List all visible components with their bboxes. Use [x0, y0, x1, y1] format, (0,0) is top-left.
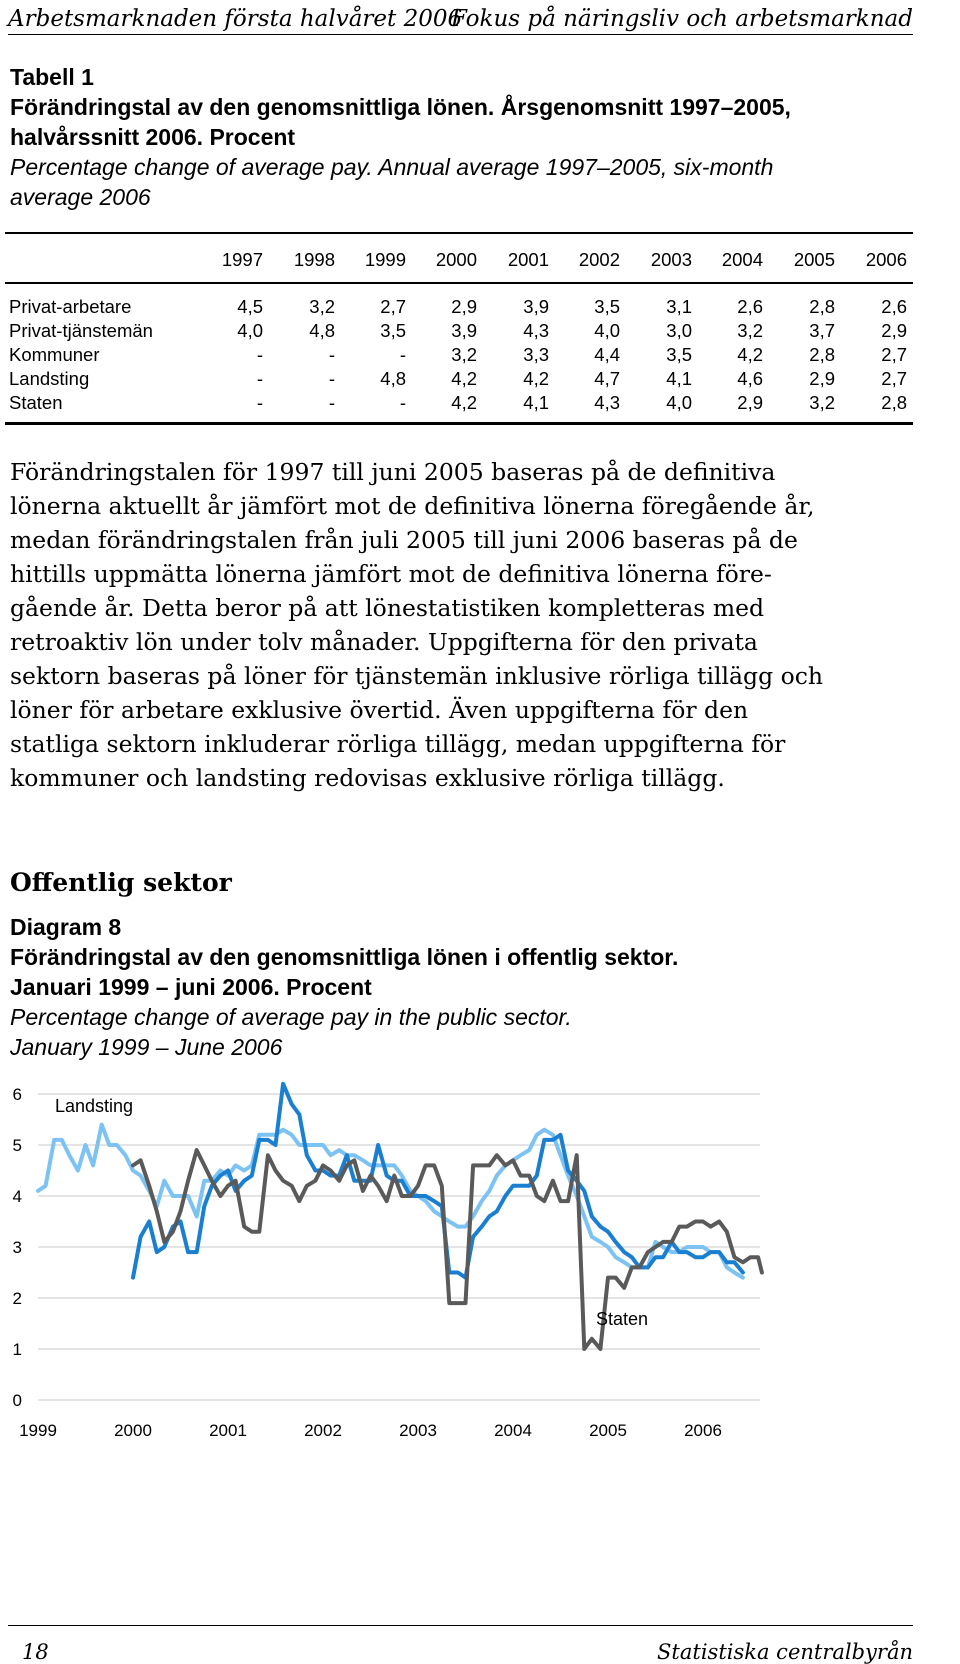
table-cell: 3,0 [666, 320, 692, 341]
diagram-caption [10, 912, 910, 1062]
table-cell: 4,8 [380, 368, 406, 389]
body-line: statliga sektorn inkluderar rörliga tillägg, medan uppgifterna för [10, 730, 786, 758]
column-header: 1999 [364, 249, 406, 270]
x-tick-label: 2001 [209, 1421, 247, 1440]
y-tick-label: 2 [12, 1289, 22, 1308]
header-title: Arbetsmarknaden första halvåret 2006 [8, 6, 463, 32]
table-cell: 2,9 [737, 392, 763, 413]
table-cell: 2,8 [809, 296, 835, 317]
table-cell: 2,6 [881, 296, 907, 317]
body-line: kommuner och landsting redovisas exklusive rörliga tillägg. [10, 764, 725, 792]
table-row [5, 294, 913, 318]
table-cell: - [328, 344, 335, 365]
table-cell: - [256, 392, 263, 413]
body-line: Förändringstalen för 1997 till juni 2005 baseras på de definitiva [10, 458, 776, 486]
table-cell: 3,3 [523, 344, 549, 365]
x-tick-label: 2003 [399, 1421, 437, 1440]
row-label: Staten [9, 392, 63, 413]
table-row [5, 342, 913, 366]
table-cell: 3,7 [809, 320, 835, 341]
body-line: sektorn baseras på löner för tjänstemän inklusive rörliga tillägg och [10, 662, 824, 690]
table-cell: 3,5 [594, 296, 620, 317]
diagram-title-en-line1: Percentage change of average pay in the public sector. [10, 1004, 572, 1030]
table-cell: 4,0 [594, 320, 620, 341]
table-cell: 2,8 [809, 344, 835, 365]
table-cell: 4,2 [523, 368, 549, 389]
y-tick-label: 5 [12, 1136, 22, 1155]
series-annotation [292, 1080, 380, 1081]
public-sector-pay-chart [0, 1080, 960, 1580]
y-tick-label: 1 [12, 1340, 22, 1359]
publisher-name: Statistiska centralbyrån [657, 1640, 913, 1664]
column-header: 2000 [435, 249, 477, 270]
table-cell: 4,8 [309, 320, 335, 341]
table-row [5, 366, 913, 390]
x-tick-label: 2004 [494, 1421, 532, 1440]
row-label: Kommuner [9, 344, 100, 365]
row-label: Privat-tjänstemän [9, 320, 153, 341]
table-cell: 2,6 [737, 296, 763, 317]
y-tick-label: 3 [12, 1238, 22, 1257]
body-line: hittills uppmätta lönerna jämfört mot de definitiva lönerna före- [10, 560, 772, 588]
diagram-title-sv-line1: Förändringstal av den genomsnittliga lönen i offentlig sektor. [10, 944, 679, 970]
table-cell: 4,6 [737, 368, 763, 389]
column-header: 2006 [865, 249, 907, 270]
running-footer [8, 1625, 913, 1664]
table-cell: 2,9 [451, 296, 477, 317]
table-cell: - [399, 392, 406, 413]
table-cell: - [399, 344, 406, 365]
page-number: 18 [22, 1640, 49, 1664]
y-tick-label: 6 [12, 1085, 22, 1104]
column-header: 2002 [578, 249, 620, 270]
table-cell: 4,1 [666, 368, 692, 389]
table-cell: 3,2 [737, 320, 763, 341]
x-tick-label: 2002 [304, 1421, 342, 1440]
table-cell: 2,8 [881, 392, 907, 413]
diagram-title-sv-line2: Januari 1999 – juni 2006. Procent [10, 974, 372, 1000]
body-line: medan förändringstalen från juli 2005 till juni 2006 baseras på de [10, 526, 798, 554]
table-cell: 4,1 [523, 392, 549, 413]
table-cell: 2,9 [809, 368, 835, 389]
table-cell: 2,7 [380, 296, 406, 317]
table-cell: - [328, 368, 335, 389]
pay-change-table [5, 232, 913, 425]
y-tick-label: 4 [12, 1187, 22, 1206]
table-title-sv-line2: halvårssnitt 2006. Procent [10, 124, 296, 150]
table-row [5, 318, 913, 342]
table-cell: 3,5 [380, 320, 406, 341]
column-header: 2003 [650, 249, 692, 270]
header-section: Fokus på näringsliv och arbetsmarknad [450, 6, 913, 32]
table-title-en-line1: Percentage change of average pay. Annual average 1997–2005, six-month [10, 154, 774, 180]
series-line-landsting [38, 1125, 743, 1278]
body-line: lönerna aktuellt år jämfört mot de definitiva lönerna föregående år, [10, 492, 815, 520]
table-cell: 4,7 [594, 368, 620, 389]
x-tick-label: 2006 [684, 1421, 722, 1440]
table-cell: 4,2 [451, 368, 477, 389]
table-cell: 4,3 [594, 392, 620, 413]
table-cell: 2,7 [881, 344, 907, 365]
body-line: gående år. Detta beror på att lönestatistiken kompletteras med [10, 594, 765, 622]
table-cell: 4,0 [666, 392, 692, 413]
table-cell: 4,2 [451, 392, 477, 413]
diagram-title-en-line2: January 1999 – June 2006 [10, 1034, 283, 1060]
column-header: 2001 [507, 249, 549, 270]
table-title-sv-line1: Förändringstal av den genomsnittliga lönen. Årsgenomsnitt 1997–2005, [10, 94, 791, 120]
table-cell: - [256, 344, 263, 365]
table-body [5, 284, 913, 422]
table-cell: 3,5 [666, 344, 692, 365]
row-label: Privat-arbetare [9, 296, 132, 317]
row-label: Landsting [9, 368, 90, 389]
table-cell: 3,2 [809, 392, 835, 413]
table-label: Tabell 1 [10, 64, 94, 90]
table-cell: - [328, 392, 335, 413]
table-header-row [5, 234, 913, 284]
table-cell: 4,0 [237, 320, 263, 341]
column-header: 2004 [721, 249, 763, 270]
table-cell: 3,2 [309, 296, 335, 317]
table-cell: 3,2 [451, 344, 477, 365]
table-cell: 4,5 [237, 296, 263, 317]
body-line: löner för arbetare exklusive övertid. Även uppgifterna för den [10, 696, 749, 724]
table-caption [10, 62, 910, 212]
table-cell: 2,9 [881, 320, 907, 341]
table-cell: 3,9 [523, 296, 549, 317]
table-cell: - [256, 368, 263, 389]
body-line: retroaktiv lön under tolv månader. Uppgifterna för den privata [10, 628, 758, 656]
body-paragraph [10, 455, 910, 795]
y-tick-label: 0 [12, 1391, 22, 1410]
section-heading: Offentlig sektor [10, 868, 232, 897]
table-cell: 2,7 [881, 368, 907, 389]
series-annotation: Landsting [55, 1096, 134, 1116]
table-cell: 4,4 [594, 344, 620, 365]
diagram-label: Diagram 8 [10, 914, 122, 940]
x-tick-label: 2005 [589, 1421, 627, 1440]
table-cell: 4,2 [737, 344, 763, 365]
table-cell: 3,1 [666, 296, 692, 317]
x-tick-label: 1999 [19, 1421, 57, 1440]
table-cell: 4,3 [523, 320, 549, 341]
x-tick-label: 2000 [114, 1421, 152, 1440]
table-cell: 3,9 [451, 320, 477, 341]
table-title-en-line2: average 2006 [10, 184, 151, 210]
column-header: 1997 [221, 249, 263, 270]
running-header [8, 0, 913, 35]
column-header: 2005 [793, 249, 835, 270]
table-row [5, 390, 913, 414]
series-annotation: Staten [596, 1309, 649, 1329]
column-header: 1998 [293, 249, 335, 270]
